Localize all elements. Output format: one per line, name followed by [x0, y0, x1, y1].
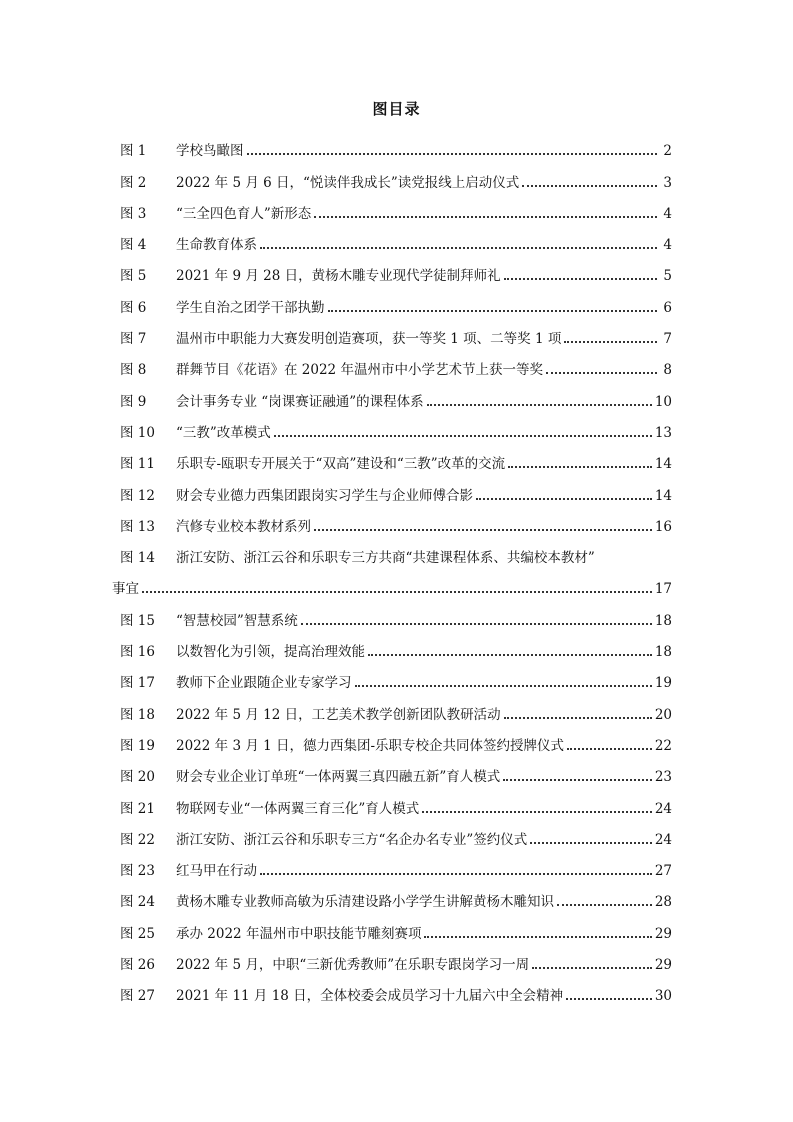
figure-number: 图 21: [120, 800, 155, 817]
figure-caption: 黄杨木雕专业教师高敏为乐清建设路小学学生讲解黄杨木雕知识: [176, 894, 554, 911]
figure-number: 图 19: [120, 737, 155, 754]
figure-caption: “智慧校园”智慧系统: [176, 612, 298, 629]
figure-number: 图 3: [120, 205, 147, 222]
page-number: 27: [654, 863, 672, 880]
page-number: 10: [654, 393, 672, 410]
figure-caption: 教师下企业跟随企业专家学习: [176, 675, 352, 692]
toc-entry[interactable]: [120, 942, 672, 973]
toc-entry[interactable]: [120, 910, 672, 941]
figure-number: 图 16: [120, 644, 155, 661]
figure-caption: 生命教育体系: [176, 237, 257, 254]
toc-entry[interactable]: [120, 973, 672, 1004]
toc-entry-label: [120, 233, 257, 253]
dot-leader: [522, 169, 657, 187]
toc-entry-label: [120, 797, 419, 817]
toc-entry-label: [120, 828, 527, 848]
toc-entry[interactable]: [120, 660, 672, 691]
figure-caption: 群舞节目《花语》在 2022 年温州市中小学艺术节上获一等奖: [176, 362, 543, 379]
toc-entry[interactable]: [120, 410, 672, 441]
toc-entry-label: [120, 139, 244, 159]
figure-caption: “三全四色育人”新形态: [176, 205, 312, 222]
figure-number: 图 18: [120, 706, 155, 723]
figure-caption: “三教”改革模式: [176, 424, 271, 441]
dot-leader: [424, 920, 651, 938]
dot-leader: [532, 951, 652, 969]
page-number: 4: [663, 205, 672, 222]
page-number: 14: [654, 487, 672, 504]
figure-number: 图 7: [120, 331, 147, 348]
toc-entry[interactable]: [120, 754, 672, 785]
figure-caption: 学生自治之团学干部执勤: [176, 299, 325, 316]
page-number: 2: [663, 143, 672, 160]
figure-caption: 2022 年 3 月 1 日，德力西集团-乐职专校企共同体签约授牌仪式: [176, 737, 565, 754]
toc-entry-label: [120, 264, 501, 284]
figure-number: 图 5: [120, 268, 147, 285]
dot-leader: [530, 826, 652, 844]
toc-entry[interactable]: [120, 817, 672, 848]
dot-leader: [503, 763, 652, 781]
figure-number: 图 27: [120, 988, 155, 1005]
page-number: 23: [654, 769, 672, 786]
dot-leader: [368, 638, 652, 656]
page-number: 17: [654, 581, 672, 598]
toc-entry[interactable]: [120, 472, 672, 503]
toc-entry-label: [120, 171, 519, 191]
figure-number: 图 1: [120, 143, 147, 160]
figure-number: 图 11: [120, 456, 155, 473]
toc-entry-label: [120, 484, 473, 504]
dot-leader: [274, 419, 652, 437]
page-number: 20: [654, 706, 672, 723]
page-number: 16: [654, 518, 672, 535]
figure-number: 图 13: [120, 518, 155, 535]
figure-caption: 学校鸟瞰图: [176, 143, 244, 160]
dot-leader: [301, 607, 652, 625]
page-number: 8: [663, 362, 672, 379]
toc-entry-label: [120, 358, 543, 378]
page-number: 4: [663, 237, 672, 254]
toc-entry-label: [120, 296, 325, 316]
toc-entry[interactable]: [120, 284, 672, 315]
dot-leader: [247, 137, 658, 155]
figure-number: 图 23: [120, 863, 155, 880]
toc-entry[interactable]: [120, 535, 672, 566]
toc-entry-label: [120, 703, 501, 723]
toc-entry[interactable]: [120, 253, 672, 284]
page-number: 5: [663, 268, 672, 285]
toc-entry[interactable]: [120, 879, 672, 910]
figure-caption: 会计事务专业 “岗课赛证融通”的课程体系: [176, 393, 424, 410]
figure-number: 图 6: [120, 299, 147, 316]
toc-entry[interactable]: [120, 723, 672, 754]
toc-entry[interactable]: [120, 441, 672, 472]
page-number: 24: [654, 831, 672, 848]
page-number: 22: [654, 737, 672, 754]
dot-leader: [504, 701, 652, 719]
toc-entry-continuation: [112, 566, 672, 597]
figure-caption: 财会专业企业订单班“一体两翼三真四融五新”育人模式: [176, 769, 501, 786]
page-number: 18: [654, 612, 672, 629]
toc-entry[interactable]: [120, 159, 672, 190]
toc-entry-label: [120, 859, 257, 879]
page-number: 13: [654, 424, 672, 441]
toc-entry-label: [120, 953, 529, 973]
toc-entry-label: [120, 390, 424, 410]
toc-entry[interactable]: [120, 128, 672, 159]
figure-number: 图 15: [120, 612, 155, 629]
toc-entry[interactable]: [120, 848, 672, 879]
page-number: 14: [654, 456, 672, 473]
figure-caption: 乐职专-瓯职专开展关于“双高”建设和“三教”改革的交流: [176, 456, 506, 473]
toc-entry-label: [120, 922, 421, 942]
figure-list: [112, 128, 672, 1005]
page-title: 图目录: [372, 100, 421, 118]
toc-entry-label: [120, 609, 298, 629]
dot-leader: [504, 262, 657, 280]
toc-entry-label: [120, 984, 563, 1004]
toc-entry-label: [120, 515, 311, 535]
dot-leader: [567, 732, 652, 750]
dot-leader: [564, 325, 657, 343]
figure-caption: 浙江安防、浙江云谷和乐职专三方“名企办名专业”签约仪式: [176, 831, 528, 848]
figure-caption: 2021 年 9 月 28 日，黄杨木雕专业现代学徒制拜师礼: [176, 268, 501, 285]
page-number: 24: [654, 800, 672, 817]
figure-number: 图 14: [120, 550, 155, 567]
dot-leader: [422, 795, 652, 813]
page-number: 18: [654, 644, 672, 661]
toc-entry[interactable]: [120, 597, 672, 628]
dot-leader: [142, 575, 652, 593]
toc-entry-label: [120, 640, 365, 660]
toc-entry-label: [120, 452, 505, 472]
figure-number: 图 8: [120, 362, 147, 379]
figure-caption: 2022 年 5 月 6 日，“悦读伴我成长”读党报线上启动仪式: [176, 174, 520, 191]
figure-caption: 2022 年 5 月，中职“三新优秀教师”在乐职专跟岗学习一周: [176, 957, 530, 974]
page-number: 3: [663, 174, 672, 191]
page-number: 28: [654, 894, 672, 911]
figure-number: 图 2: [120, 174, 147, 191]
page-number: 7: [663, 331, 672, 348]
figure-caption: 2022 年 5 月 12 日，工艺美术教学创新团队教研活动: [176, 706, 501, 723]
figure-number: 图 17: [120, 675, 155, 692]
dot-leader: [508, 450, 652, 468]
toc-entry[interactable]: [120, 191, 672, 222]
figure-caption: 红马甲在行动: [176, 863, 257, 880]
toc-entry-label: [120, 765, 500, 785]
toc-entry[interactable]: [120, 222, 672, 253]
figure-number: 图 20: [120, 769, 155, 786]
dot-leader: [328, 294, 658, 312]
toc-entry[interactable]: [120, 316, 672, 347]
page-number: 6: [663, 299, 672, 316]
figure-number: 图 9: [120, 393, 147, 410]
figure-number: 图 24: [120, 894, 155, 911]
dot-leader: [355, 669, 652, 687]
figure-number: 图 26: [120, 957, 155, 974]
toc-entry[interactable]: [120, 504, 672, 535]
figure-caption: 温州市中职能力大赛发明创造赛项，获一等奖 1 项、二等奖 1 项: [176, 331, 562, 348]
toc-entry-label: [120, 890, 554, 910]
toc-entry-label: [120, 546, 595, 566]
toc-entry[interactable]: [120, 347, 672, 378]
page-number: 30: [654, 988, 672, 1005]
dot-leader: [557, 888, 652, 906]
toc-entry[interactable]: [120, 378, 672, 409]
page-number: 29: [654, 925, 672, 942]
toc-entry-label: [120, 327, 561, 347]
toc-entry[interactable]: [120, 629, 672, 660]
dot-leader: [546, 356, 657, 374]
figure-number: 图 10: [120, 424, 155, 441]
figure-caption: 承办 2022 年温州市中职技能节雕刻赛项: [176, 925, 422, 942]
figure-caption: 2021 年 11 月 18 日，全体校委会成员学习十九届六中全会精神: [176, 988, 564, 1005]
figure-number: 图 4: [120, 237, 147, 254]
dot-leader: [476, 482, 652, 500]
dot-leader: [566, 982, 652, 1000]
figure-number: 图 25: [120, 925, 155, 942]
figure-number: 图 22: [120, 831, 155, 848]
dot-leader: [260, 857, 652, 875]
figure-caption-continued: 事宜: [112, 581, 139, 598]
dot-leader: [260, 231, 657, 249]
dot-leader: [314, 200, 657, 218]
toc-entry[interactable]: [120, 785, 672, 816]
figure-caption: 物联网专业“一体两翼三育三化”育人模式: [176, 800, 420, 817]
figure-caption: 浙江安防、浙江云谷和乐职专三方共商“共建课程体系、共编校本教材”: [176, 550, 595, 567]
dot-leader: [314, 513, 652, 531]
figure-caption: 汽修专业校本教材系列: [176, 518, 311, 535]
figure-number: 图 12: [120, 487, 155, 504]
figure-caption: 以数智化为引领，提高治理效能: [176, 644, 365, 661]
page-number: 19: [654, 675, 672, 692]
page-number: 29: [654, 957, 672, 974]
figure-caption: 财会专业德力西集团跟岗实习学生与企业师傅合影: [176, 487, 473, 504]
toc-entry-label: [120, 671, 352, 691]
toc-entry[interactable]: [120, 691, 672, 722]
toc-entry-label: [120, 202, 311, 222]
toc-entry-label: [120, 734, 564, 754]
dot-leader: [427, 388, 652, 406]
toc-entry-label: [120, 421, 271, 441]
